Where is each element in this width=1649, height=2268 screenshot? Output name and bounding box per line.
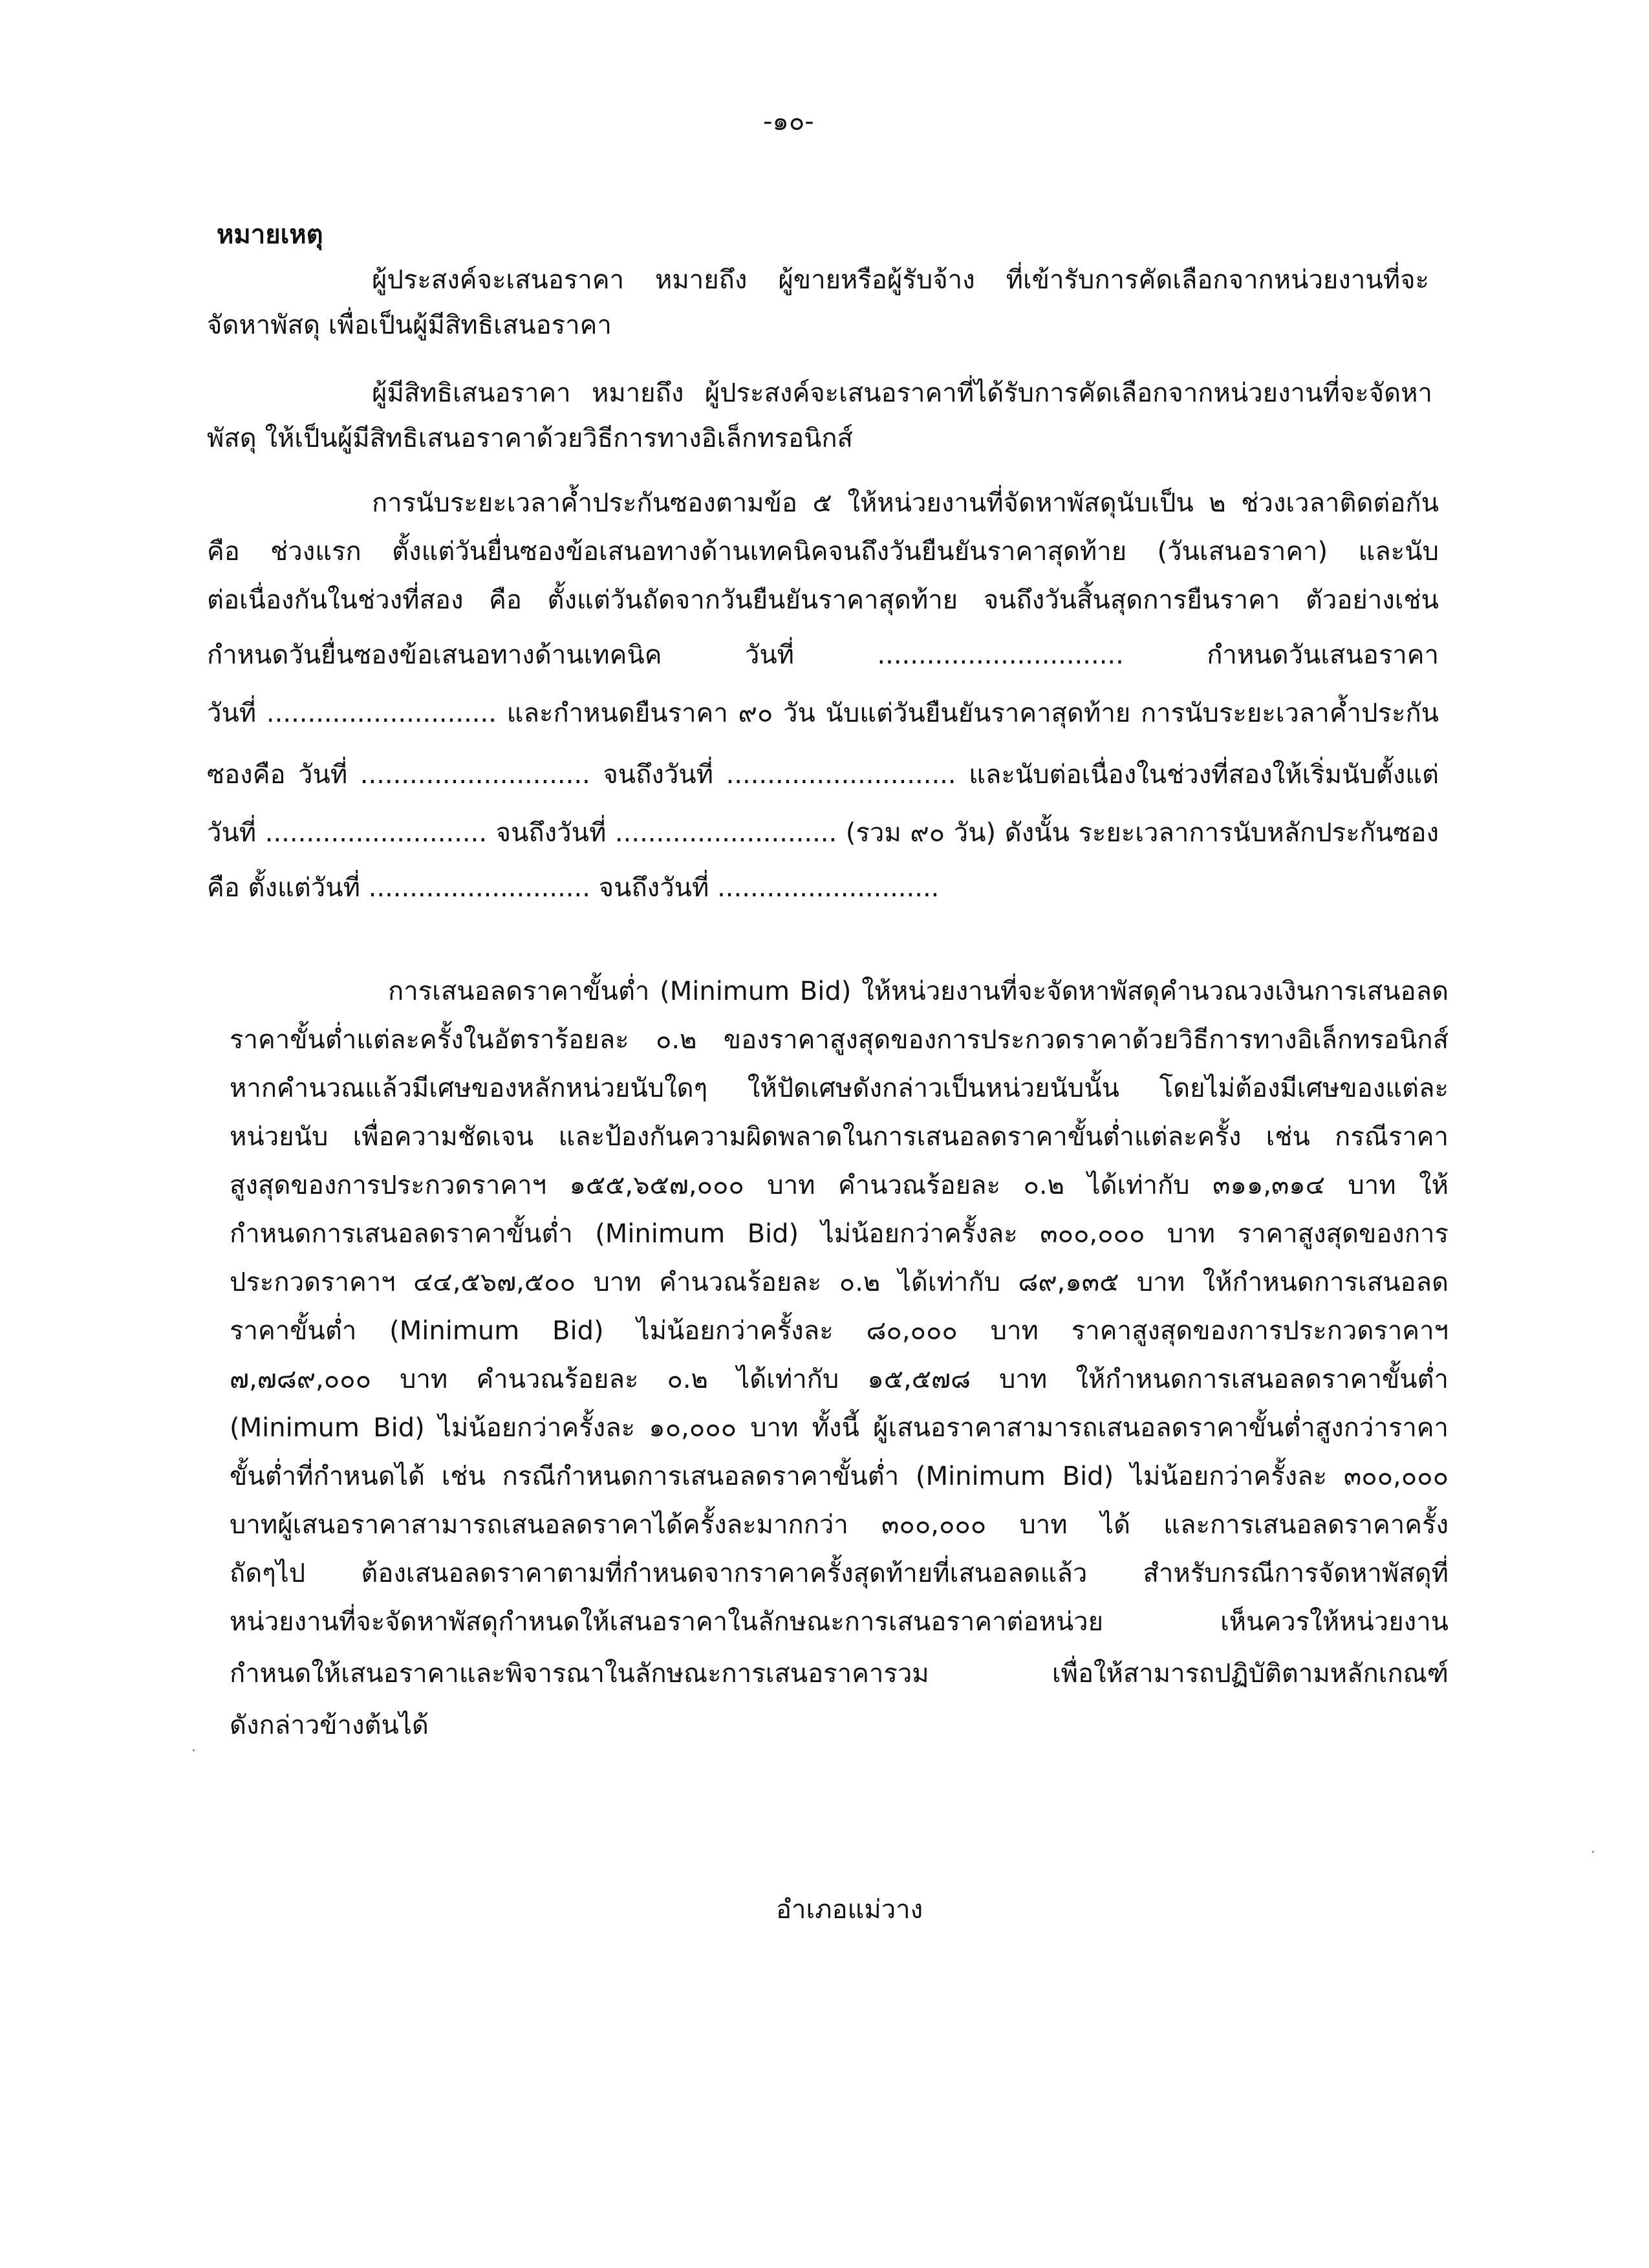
p4-line-4: หน่วยนับ เพื่อความชัดเจน และป้องกันความผิดพลาดในการเสนอลดราคาขั้นต่ำแต่ละครั้ง เช่น กรณีราคา (230, 1122, 1449, 1152)
p4-line-11: ขั้นต่ำที่กำหนดได้ เช่น กรณีกำหนดการเสนอลดราคาขั้นต่ำ (Minimum Bid) ไม่น้อยกว่าครั้งละ ๓๐๐,๐๐๐ (230, 1462, 1449, 1491)
p3-line-1: การนับระยะเวลาค้ำประกันซองตามข้อ ๕ ให้หน่วยงานที่จัดหาพัสดุนับเป็น ๒ ช่วงเวลาติดต่อกัน (372, 488, 1439, 518)
p3-line-6: ซองคือ วันที่ ............................ จนถึงวันที่ ............................ และนับต่อเนื่องในช่วงที่สองให้เริ่มนับตั้งแต่ (207, 760, 1439, 790)
p3-line-2: คือ ช่วงแรก ตั้งแต่วันยื่นซองข้อเสนอทางด้านเทคนิคจนถึงวันยืนยันราคาสุดท้าย (วันเสนอราคา) และนับ (207, 537, 1439, 567)
p2-line-2: พัสดุ ให้เป็นผู้มีสิทธิเสนอราคาด้วยวิธีการทางอิเล็กทรอนิกส์ (207, 424, 853, 453)
heading-remarks: หมายเหตุ (217, 220, 323, 250)
p3-line-3: ต่อเนื่องกันในช่วงที่สอง คือ ตั้งแต่วันถัดจากวันยืนยันราคาสุดท้าย จนถึงวันสิ้นสุดการยืนราคา ตัวอย่างเช่น (207, 585, 1439, 615)
p4-line-13: ถัดๆไป ต้องเสนอลดราคาตามที่กำหนดจากราคาครั้งสุดท้ายที่เสนอลดแล้ว สำหรับกรณีการจัดหาพัสดุที่ (230, 1559, 1449, 1588)
page-number: -๑๐- (763, 107, 814, 136)
p4-line-10: (Minimum Bid) ไม่น้อยกว่าครั้งละ ๑๐,๐๐๐ บาท ทั้งนี้ ผู้เสนอราคาสามารถเสนอลดราคาขั้นต่ำสูงกว่าราคา (230, 1413, 1449, 1443)
p4-line-9: ๗,๗๘๙,๐๐๐ บาท คำนวณร้อยละ ๐.๒ ได้เท่ากับ ๑๕,๕๗๘ บาท ให้กำหนดการเสนอลดราคาขั้นต่ำ (230, 1365, 1449, 1394)
p2-line-1: ผู้มีสิทธิเสนอราคา หมายถึง ผู้ประสงค์จะเสนอราคาที่ได้รับการคัดเลือกจากหน่วยงานที่จะจัดหา (372, 378, 1432, 408)
p4-line-16: ดังกล่าวข้างต้นได้ (230, 1711, 429, 1740)
scan-speck (1592, 1851, 1594, 1853)
p3-line-5: วันที่ ............................ และกำหนดยืนราคา ๙๐ วัน นับแต่วันยืนยันราคาสุดท้าย การนับระยะเวลาค้ำประกัน (207, 698, 1439, 728)
p4-line-3: หากคำนวณแล้วมีเศษของหลักหน่วยนับใดๆ ให้ปัดเศษดังกล่าวเป็นหน่วยนับนั้น โดยไม่ต้องมีเศษของแต่ละ (230, 1074, 1449, 1103)
p4-line-8: ราคาขั้นต่ำ (Minimum Bid) ไม่น้อยกว่าครั้งละ ๘๐,๐๐๐ บาท ราคาสูงสุดของการประกวดราคาฯ (230, 1316, 1449, 1346)
p4-line-6: กำหนดการเสนอลดราคาขั้นต่ำ (Minimum Bid) ไม่น้อยกว่าครั้งละ ๓๐๐,๐๐๐ บาท ราคาสูงสุดของการ (230, 1219, 1449, 1249)
p4-line-15: กำหนดให้เสนอราคาและพิจารณาในลักษณะการเสนอราคารวม เพื่อให้สามารถปฏิบัติตามหลักเกณฑ์ (230, 1659, 1449, 1689)
p4-line-1: การเสนอลดราคาขั้นต่ำ (Minimum Bid) ให้หน่วยงานที่จะจัดหาพัสดุคำนวณวงเงินการเสนอลด (388, 977, 1449, 1006)
p4-line-2: ราคาขั้นต่ำแต่ละครั้งในอัตราร้อยละ ๐.๒ ของราคาสูงสุดของการประกวดราคาด้วยวิธีการทางอิเล็กทรอนิกส์ (230, 1025, 1449, 1055)
p3-line-7: วันที่ ........................... จนถึงวันที่ ........................... (รวม ๙๐ วัน) ดังนั้น ระยะเวลาการนับหลักประกันซอง (207, 818, 1439, 848)
scan-speck (193, 1749, 195, 1751)
p4-line-7: ประกวดราคาฯ ๔๔,๕๖๗,๕๐๐ บาท คำนวณร้อยละ ๐.๒ ได้เท่ากับ ๘๙,๑๓๕ บาท ให้กำหนดการเสนอลด (230, 1268, 1449, 1297)
p4-line-14: หน่วยงานที่จะจัดหาพัสดุกำหนดให้เสนอราคาในลักษณะการเสนอราคาต่อหน่วย เห็นควรให้หน่วยงาน (230, 1607, 1449, 1637)
p4-line-5: สูงสุดของการประกวดราคาฯ ๑๕๕,๖๕๗,๐๐๐ บาท คำนวณร้อยละ ๐.๒ ได้เท่ากับ ๓๑๑,๓๑๔ บาท ให้ (230, 1171, 1449, 1200)
p1-line-2: จัดหาพัสดุ เพื่อเป็นผู้มีสิทธิเสนอราคา (207, 310, 612, 340)
p3-line-8: คือ ตั้งแต่วันที่ ........................... จนถึงวันที่ ........................... (207, 873, 940, 903)
signature-district: อำเภอแม่วาง (776, 1895, 923, 1925)
p3-line-4: กำหนดวันยื่นซองข้อเสนอทางด้านเทคนิค วันที่ .............................. กำหนดวันเสนอราคา (207, 640, 1439, 670)
p4-line-12: บาทผู้เสนอราคาสามารถเสนอลดราคาได้ครั้งละมากกว่า ๓๐๐,๐๐๐ บาท ได้ และการเสนอลดราคาครั้ง (230, 1510, 1449, 1540)
p1-line-1: ผู้ประสงค์จะเสนอราคา หมายถึง ผู้ขายหรือผู้รับจ้าง ที่เข้ารับการคัดเลือกจากหน่วยงานที่จะ (372, 265, 1429, 295)
